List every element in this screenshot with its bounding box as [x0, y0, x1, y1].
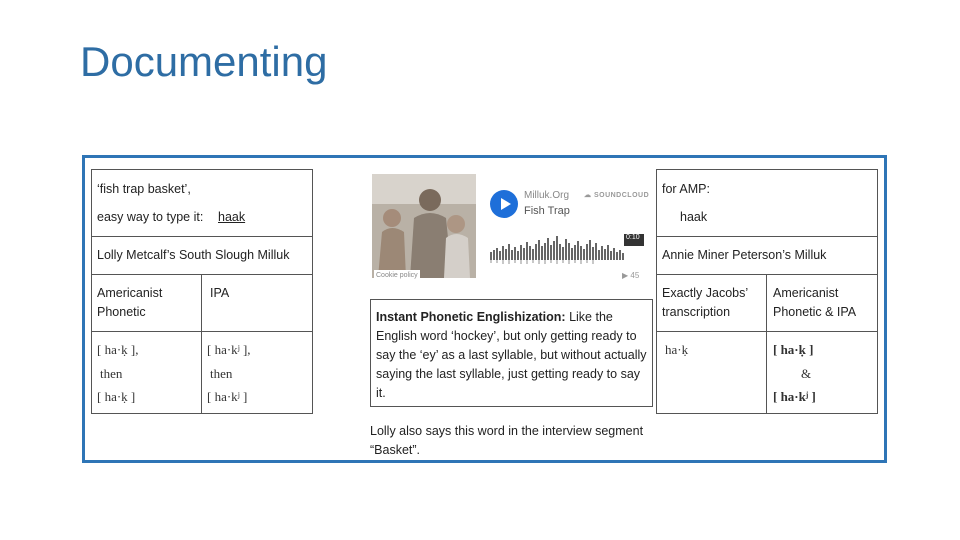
- type-it-value: haak: [218, 210, 246, 224]
- source-label: Lolly Metcalf’s South Slough Milluk: [97, 248, 290, 262]
- jacobs-value: ha·ḳ: [665, 342, 689, 357]
- americanist-value-1: [ ha·ḳ ],: [97, 342, 139, 357]
- ampersand-label: &: [801, 366, 812, 381]
- cookie-policy-link[interactable]: Cookie policy: [376, 272, 418, 279]
- slide-title: Documenting: [80, 38, 328, 85]
- soundcloud-player[interactable]: [372, 172, 650, 284]
- play-count-value: 45: [630, 271, 640, 280]
- then-label: then: [210, 366, 233, 381]
- definition-line: ‘fish trap basket’,: [97, 182, 191, 196]
- col-header-americanist: Americanist: [97, 286, 163, 300]
- englishization-description: Like the English word ‘hockey’, but only getting ready to say the ‘ey’ as a last syllable, but without actually saying the last syllable, just getting ready to say it.: [376, 310, 647, 400]
- col-header-phonetic: Phonetic: [97, 305, 146, 319]
- type-it-label: easy way to type it:: [97, 210, 204, 224]
- track-artwork: [372, 174, 476, 278]
- soundcloud-logo[interactable]: ☁ SOUNDCLOUD: [584, 192, 650, 199]
- col-header-americanist-ipa: Americanist Phonetic & IPA: [773, 286, 857, 319]
- amp-value: haak: [680, 210, 708, 224]
- content-frame: [82, 155, 887, 463]
- track-title[interactable]: Fish Trap: [524, 205, 570, 217]
- col-header-ipa: IPA: [210, 286, 230, 300]
- interview-note: Lolly also says this word in the interview segment “Basket”.: [370, 424, 644, 457]
- amp-intro: for AMP:: [662, 182, 710, 196]
- then-label: then: [100, 366, 123, 381]
- ipa-value-2: [ ha·kʲ ]: [207, 389, 248, 404]
- englishization-label: Instant Phonetic Englishization:: [376, 310, 566, 324]
- play-button[interactable]: [490, 190, 518, 218]
- englishization-text: [376, 308, 648, 403]
- americanist-value-2: [ ha·ḳ ]: [97, 389, 136, 404]
- ipa-value: [ ha·kʲ ]: [773, 389, 816, 404]
- track-artist[interactable]: Milluk.Org: [524, 190, 570, 201]
- track-duration: 0:10: [626, 234, 640, 241]
- amp-source: Annie Miner Peterson’s Milluk: [662, 248, 827, 262]
- waveform[interactable]: [490, 232, 644, 264]
- ipa-value-1: [ ha·kʲ ],: [207, 342, 251, 357]
- soundcloud-brand: SOUNDCLOUD: [593, 192, 650, 199]
- col-header-jacobs: Exactly Jacobs’ transcription: [662, 286, 748, 319]
- americanist-value: [ ha·ḳ ]: [773, 342, 814, 357]
- play-count: ▶ 45: [622, 271, 640, 280]
